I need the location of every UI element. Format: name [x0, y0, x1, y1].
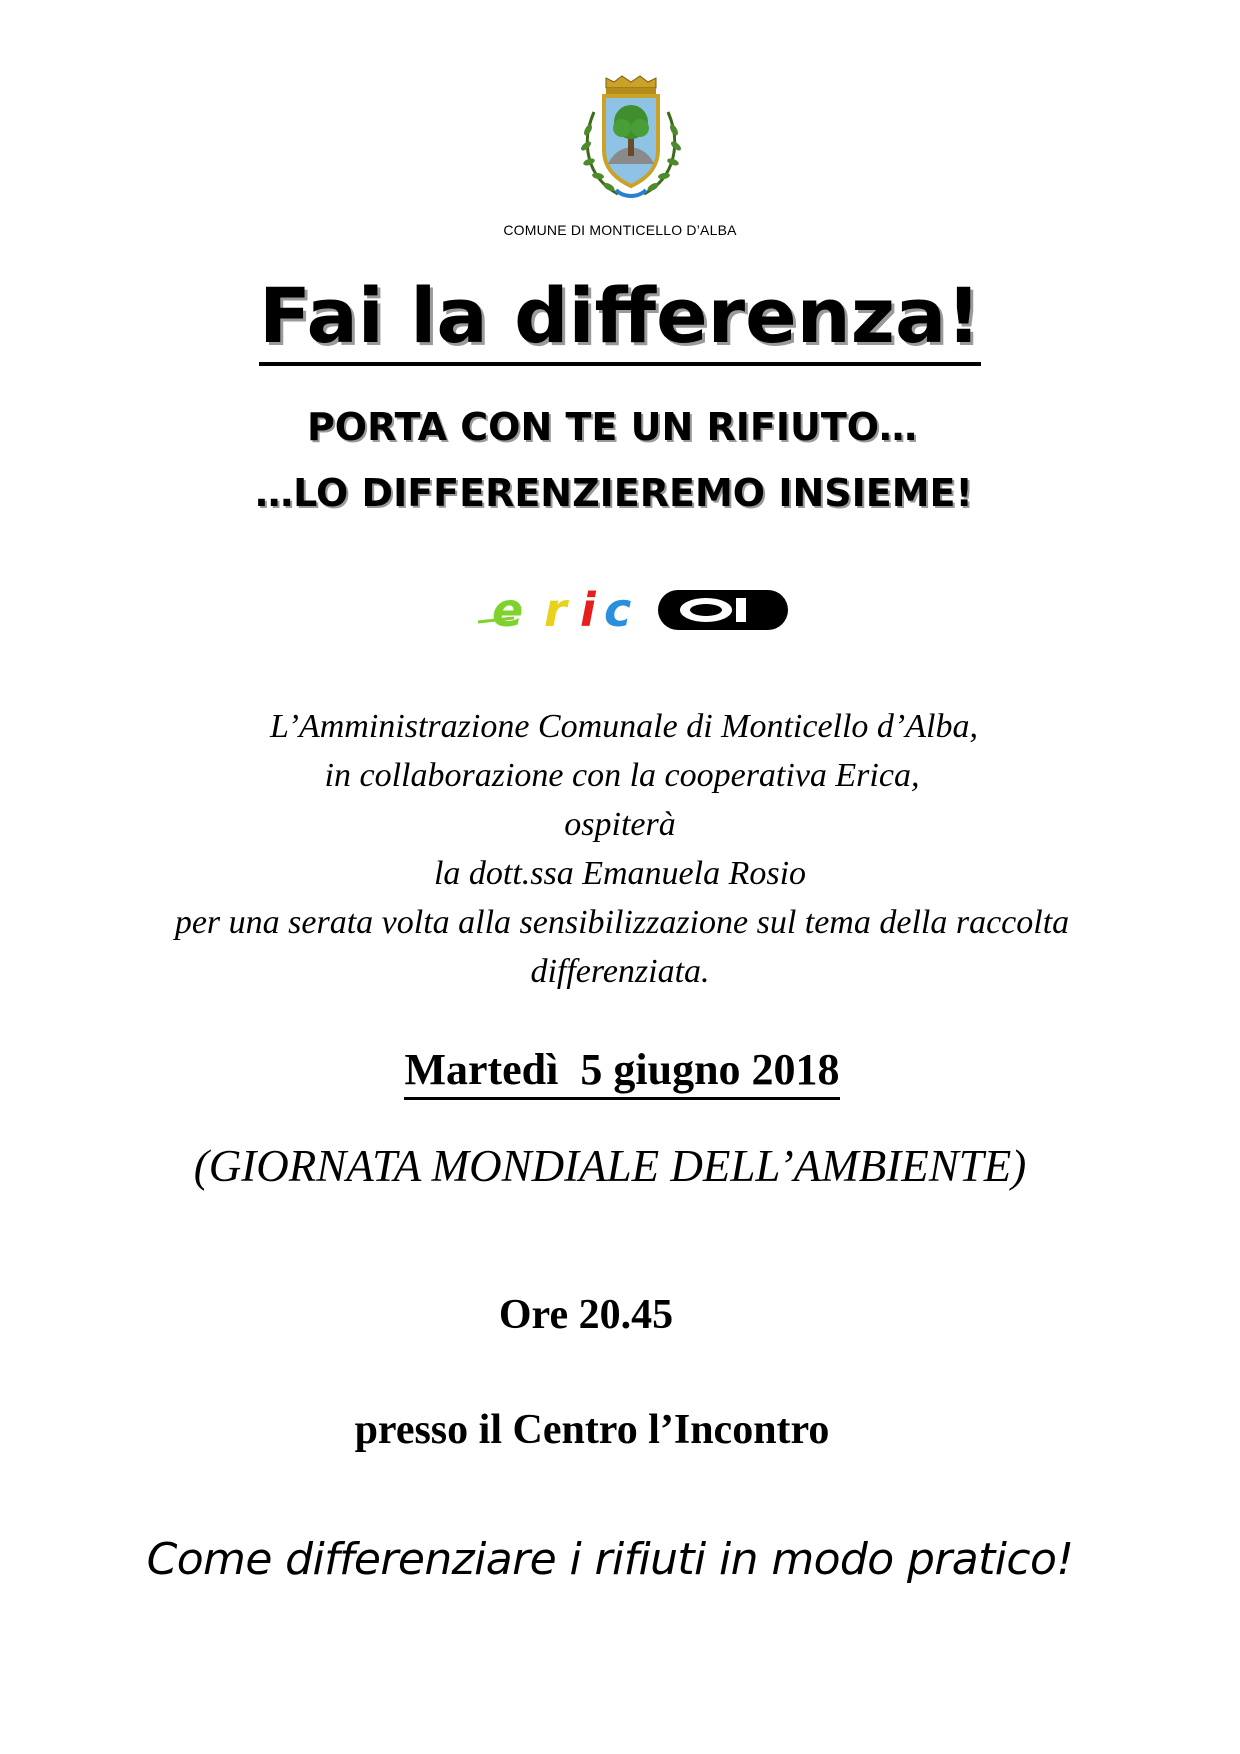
event-time: Ore 20.45: [498, 1292, 674, 1338]
erica-logo: [474, 578, 790, 640]
page-title-text: Fai la differenza!: [259, 270, 981, 366]
event-venue: presso il Centro l’Incontro: [354, 1407, 830, 1453]
svg-text:c: c: [604, 583, 632, 637]
body-line-6: differenziata.: [530, 953, 710, 990]
svg-text:r: r: [544, 583, 567, 637]
body-line-5: per una serata volta alla sensibilizzazione sul tema della raccolta: [174, 904, 1070, 941]
event-date: [2, 1040, 1240, 1100]
svg-text:i: i: [580, 583, 596, 637]
svg-text:e: e: [492, 583, 524, 637]
coat-of-arms-icon: [576, 72, 686, 202]
event-occasion: (GIORNATA MONDIALE DELL’AMBIENTE): [193, 1141, 1027, 1191]
event-date-text: Martedì 5 giugno 2018: [404, 1043, 839, 1100]
body-line-3: ospiterà: [564, 806, 676, 843]
municipality-name: COMUNE DI MONTICELLO D’ALBA: [503, 222, 737, 238]
tagline-line-1: PORTA CON TE UN RIFIUTO…: [306, 405, 918, 449]
tagline-line-2: …LO DIFFERENZIEREMO INSIEME!: [255, 471, 973, 515]
body-line-4: la dott.ssa Emanuela Rosio: [433, 855, 807, 892]
closing-line: Come differenziare i rifiuti in modo pratico!: [146, 1534, 1074, 1585]
page-title: [0, 268, 1240, 366]
body-line-2: in collaborazione con la cooperativa Erica,: [324, 757, 920, 794]
body-line-1: L’Amministrazione Comunale di Monticello d’Alba,: [270, 708, 978, 745]
